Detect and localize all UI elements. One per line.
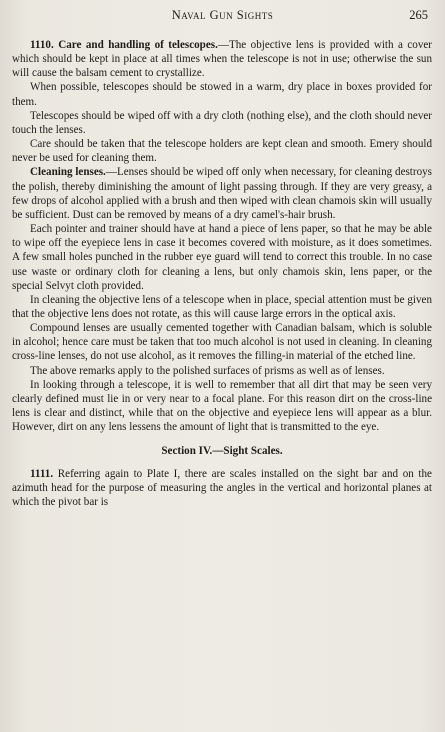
paragraph-cleaning-lenses xyxy=(12,165,432,222)
paragraph-number: 1110. xyxy=(30,39,54,51)
paragraph: Care should be taken that the telescope holders are kept clean and smooth. Emery should never be used for cleaning them. xyxy=(12,138,432,165)
section-heading: Section IV.—Sight Scales. xyxy=(161,445,283,458)
paragraph: In cleaning the objective lens of a telescope when in place, special attention must be given that the objective lens does not rotate, as this will cause large errors in the optical axis. xyxy=(12,293,432,320)
paragraph: When possible, telescopes should be stowed in a warm, dry place in boxes provided for them. xyxy=(12,81,432,108)
running-title: Naval Gun Sights xyxy=(171,8,274,22)
paragraph-text: Referring again to Plate I, there are scales installed on the sight bar and on the azimuth head for the purpose of measuring the angles in the vertical and horizontal planes at which the pivot bar is xyxy=(12,467,432,508)
body-text xyxy=(12,38,432,509)
paragraph-lead: Care and handling of telescopes. xyxy=(58,39,218,51)
paragraph: The above remarks apply to the polished surfaces of prisms as well as of lenses. xyxy=(30,364,385,377)
page-number: 265 xyxy=(409,8,428,22)
paragraph-1111 xyxy=(12,467,432,509)
paragraph-1110 xyxy=(12,38,432,80)
paragraph: Telescopes should be wiped off with a dry cloth (nothing else), and the cloth should never touch the lenses. xyxy=(12,109,432,136)
paragraph-lead: Cleaning lenses. xyxy=(30,166,106,179)
paragraph-text: —Lenses should be wiped off only when necessary, for cleaning destroys the polish, thereby diminishing the amount of light passing through. If they are very greasy, a few drops of alcohol applied with a brush and then wiped with clean chamois skin will usually be sufficient. Dust can be removed by means of a dry camel's-hair brush. xyxy=(12,166,432,221)
paragraph: Compound lenses are usually cemented together with Canadian balsam, which is soluble in alcohol; hence care must be taken that too much alcohol is not used in cleaning. In cleaning cross-line lenses, do not use alcohol, as it removes the filling-in material of the etched line. xyxy=(12,322,432,363)
paragraph: In looking through a telescope, it is well to remember that all dirt that may be seen very clearly defined must lie in or very near to a focal plane. For this reason dirt on the cross-line lens is clear and distinct, while that on the objective and eyepiece lens will appear as a blur. However, dirt on any lens lessens the amount of light that is transmitted to the eye. xyxy=(12,378,432,434)
paragraph: Each pointer and trainer should have at hand a piece of lens paper, so that he may be able to wipe off the eyepiece lens in case it becomes covered with moisture, as it does sometimes. A few small holes punched in the rubber eye guard will tend to correct this trouble. In no case use waste or ordinary cloth for cleaning a lens, but only chamois skin, lens paper, or the special Selvyt cloth provided. xyxy=(12,223,432,292)
running-head xyxy=(0,8,445,26)
paragraph-text: —The objective lens is provided with a cover which should be kept in place at all times when the telescope is not in use; otherwise the sun will cause the balsam cement to crystallize. xyxy=(12,39,432,80)
paragraph-number: 1111. xyxy=(30,467,54,480)
